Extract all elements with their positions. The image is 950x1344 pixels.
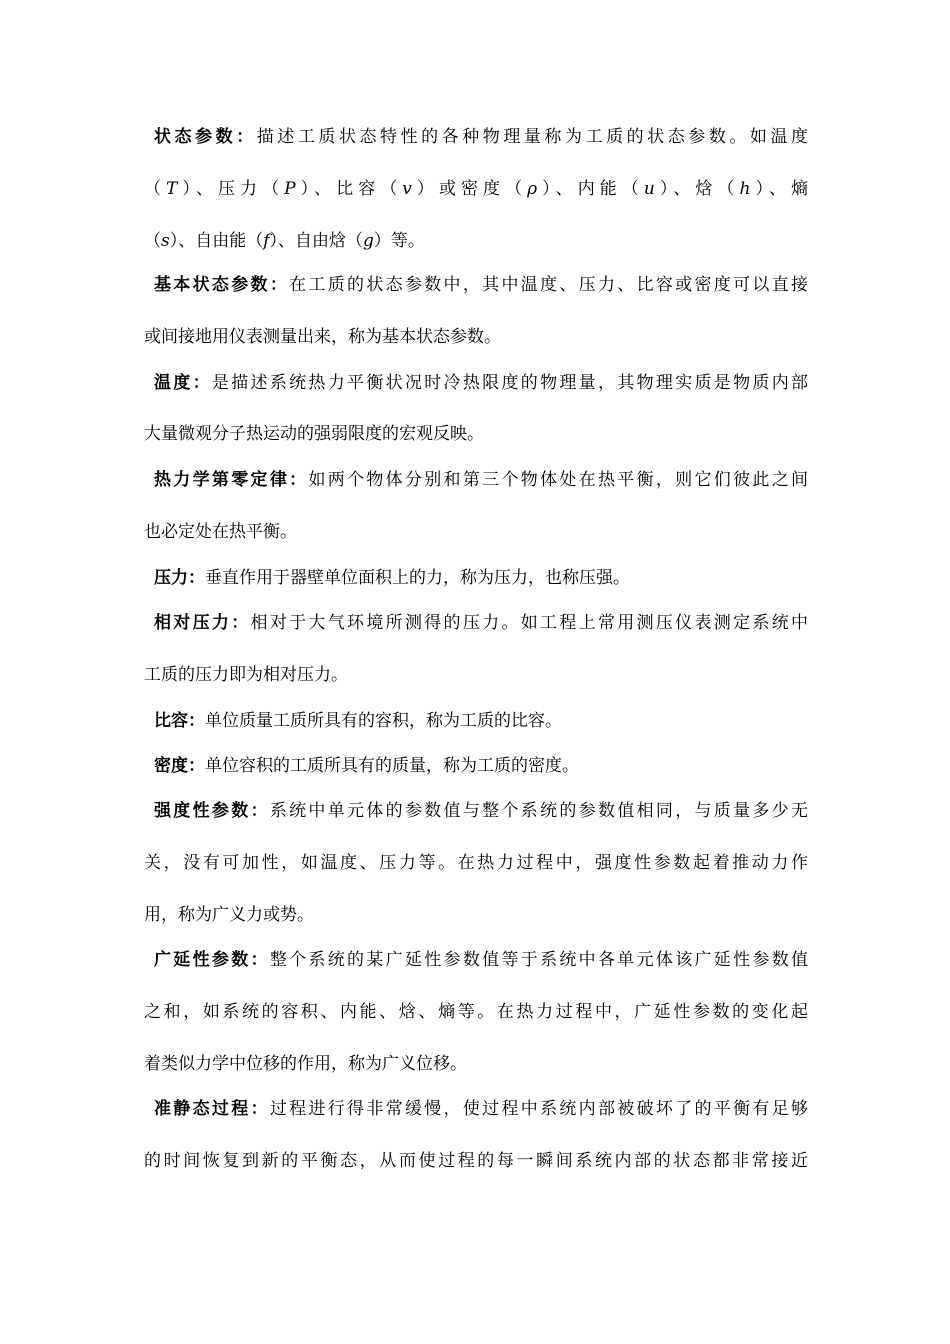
definition-text: 如两个物体分别和第三个物体处在热平衡，则它们彼此之间 <box>308 470 809 490</box>
paragraph-line <box>144 1052 808 1076</box>
symbol-italic: v <box>402 179 412 199</box>
text-fragment: ）等。 <box>373 231 425 251</box>
symbol-italic: T <box>166 179 178 199</box>
definition-text: 或间接地用仪表测量出来，称为基本状态参数。 <box>144 327 501 347</box>
text-fragment: ）、内能（ <box>537 179 644 199</box>
text-fragment: （ <box>144 231 161 251</box>
term-heading: 热力学第零定律： <box>154 470 309 490</box>
paragraph-line <box>154 709 808 733</box>
term-heading: 基本状态参数： <box>154 275 290 295</box>
definition-text: 描述工质状态特性的各种物理量称为工质的状态参数。如温度 <box>256 127 809 147</box>
paragraph-line <box>144 229 808 253</box>
symbol-italic: g <box>363 231 374 251</box>
term-heading: 密度： <box>154 756 205 776</box>
definition-text: 是描述系统热力平衡状况时冷热限度的物理量，其物理实质是物质内部 <box>211 373 809 393</box>
text-fragment: ）、自由焓（ <box>269 231 364 251</box>
term-heading: 强度性参数： <box>154 801 270 821</box>
definition-text: 在工质的状态参数中，其中温度、压力、比容或密度可以直接 <box>289 275 809 295</box>
paragraph-line <box>144 663 808 687</box>
definition-text: 垂直作用于器壁单位面积上的力，称为压力，也称压强。 <box>205 568 630 588</box>
symbol-italic: h <box>739 179 751 199</box>
definition-text: 工质的压力即为相对压力。 <box>144 665 348 685</box>
definition-text: 单位质量工质所具有的容积，称为工质的比容。 <box>205 711 562 731</box>
term-heading: 比容： <box>154 711 205 731</box>
text-fragment: ）、比容（ <box>295 179 403 199</box>
definition-text: 的时间恢复到新的平衡态，从而使过程的每一瞬间系统内部的状态都非常接近 <box>144 1151 808 1171</box>
paragraph-line <box>144 1149 808 1173</box>
definition-text: 过程进行得非常缓慢，使过程中系统内部被破坏了的平衡有足够 <box>269 1099 809 1119</box>
paragraph-line <box>154 611 808 635</box>
term-heading: 状态参数： <box>154 127 257 147</box>
paragraph-line <box>154 799 808 823</box>
paragraph-line <box>144 422 808 446</box>
definition-text: 着类似力学中位移的作用，称为广义位移。 <box>144 1054 467 1074</box>
paragraph-line <box>144 177 808 201</box>
definition-text: 关，没有可加性，如温度、压力等。在热力过程中，强度性参数起着推动力作 <box>144 853 808 873</box>
paragraph-line <box>154 273 808 297</box>
definition-text: 相对于大气环境所测得的压力。如工程上常用测压仪表测定系统中 <box>250 613 808 633</box>
term-heading: 广延性参数： <box>154 950 270 970</box>
symbol-italic: s <box>161 231 170 251</box>
paragraph-line <box>144 520 808 544</box>
term-heading: 温度： <box>154 373 212 393</box>
definition-text: 之和，如系统的容积、内能、焓、熵等。在热力过程中，广延性参数的变化起 <box>144 1002 808 1022</box>
paragraph-line <box>154 371 808 395</box>
definition-text: 单位容积的工质所具有的质量，称为工质的密度。 <box>205 756 579 776</box>
term-heading: 压力： <box>154 568 205 588</box>
text-fragment: ）、自由能（ <box>169 231 264 251</box>
text-fragment: ）、焓（ <box>654 179 740 199</box>
definition-text: 也必定处在热平衡。 <box>144 522 297 542</box>
term-heading: 准静态过程： <box>154 1099 270 1119</box>
definition-text: 整个系统的某广延性参数值等于系统中各单元体该广延性参数值 <box>269 950 809 970</box>
symbol-italic: u <box>643 179 655 199</box>
definition-text: 用，称为广义力或势。 <box>144 905 314 925</box>
paragraph-line <box>154 125 808 149</box>
paragraph-line <box>154 754 808 778</box>
paragraph-line <box>144 903 808 927</box>
paragraph-line <box>144 325 808 349</box>
symbol-italic: P <box>284 179 296 199</box>
text-fragment: ）、压力（ <box>177 179 285 199</box>
symbol-italic: f <box>263 231 270 251</box>
symbol-italic: ρ <box>527 179 538 199</box>
paragraph-line <box>154 948 808 972</box>
definition-text: 大量微观分子热运动的强弱限度的宏观反映。 <box>144 424 484 444</box>
paragraph-line <box>154 468 808 492</box>
paragraph-line <box>144 851 808 875</box>
definition-text: 系统中单元体的参数值与整个系统的参数值相同，与质量多少无 <box>269 801 809 821</box>
paragraph-line <box>154 566 808 590</box>
paragraph-line <box>154 1097 808 1121</box>
text-fragment: ）或密度（ <box>411 179 528 199</box>
text-fragment: ）、熵 <box>750 179 809 199</box>
term-heading: 相对压力： <box>154 613 251 633</box>
paragraph-line <box>144 1000 808 1024</box>
text-fragment: （ <box>144 179 167 199</box>
